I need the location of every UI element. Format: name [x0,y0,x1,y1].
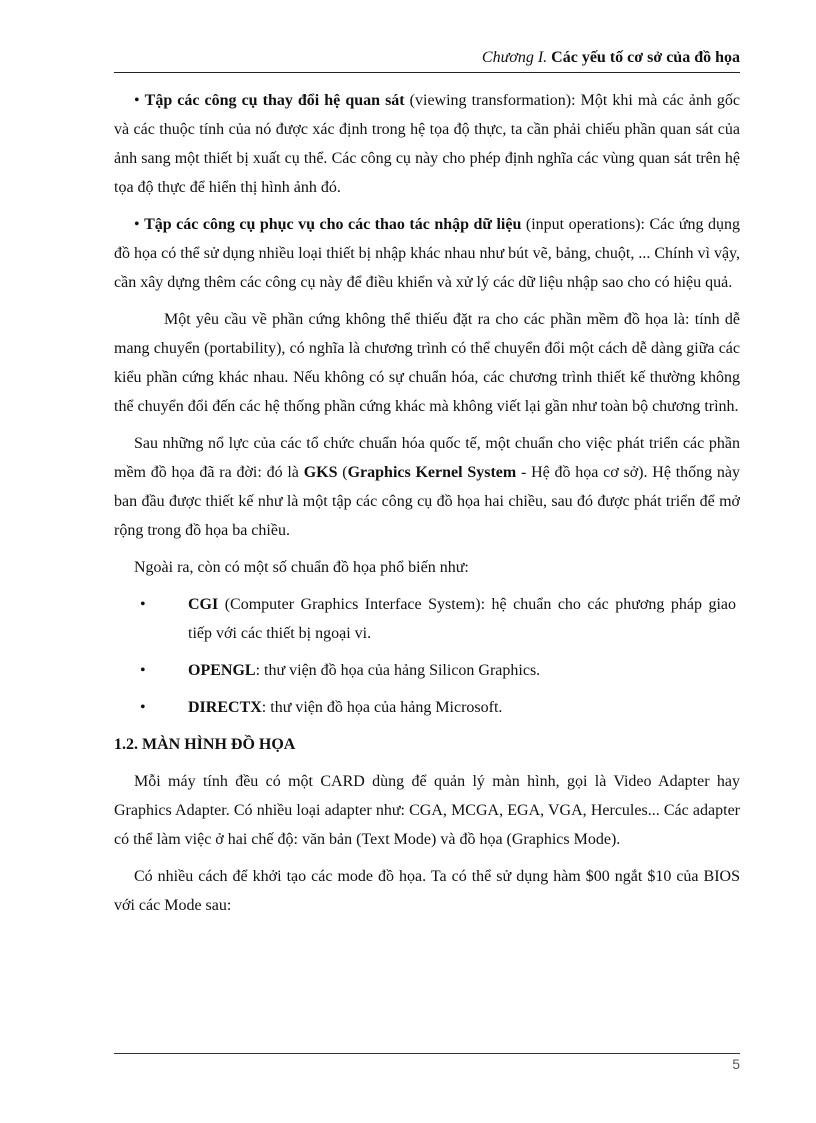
bullet-icon: • [140,662,146,679]
list-item [114,693,740,722]
footer-divider [114,1053,740,1054]
bullet-icon: • [140,596,146,613]
paragraph-input-operations [114,210,740,297]
term-input-tools: Tập các công cụ phục vụ cho các thao tác nhập dữ liệu [144,216,522,233]
term-gks: GKS [303,464,338,481]
page-header [114,44,740,72]
section-heading: 1.2. MÀN HÌNH ĐỒ HỌA [114,736,296,753]
paragraph-text: ( [337,464,348,481]
page-content [114,86,740,928]
term-gks-full: Graphics Kernel System [347,464,517,481]
page-number: 5 [732,1056,740,1072]
paragraph-text: Sau những nổ lực của các tổ chức chuẩn hóa quốc tế, một chuẩn cho việc phát triển các phần mềm đồ họa đã ra đời: đó là [114,435,740,481]
header-divider [114,72,740,73]
paragraph-other-standards: Ngoài ra, còn có một số chuẩn đồ họa phổ biến như: [134,559,469,576]
chapter-title: Các yếu tố cơ sở của đồ họa [551,49,740,66]
chapter-label: Chương I. [481,49,548,66]
term-viewing-tools: Tập các công cụ thay đổi hệ quan sát [144,92,405,109]
standards-list [114,590,740,722]
paragraph-text: (viewing transformation): Một khi mà các ảnh gốc và các thuộc tính của nó được xác định trong hệ tọa độ thực, ta cần phải chiếu phần quan sát của ảnh sang một thiết bị xuất cụ thể. Các công cụ này cho phép định nghĩa các vùng quan sát trên hệ tọa độ thực để hiển thị hình ảnh đó. [114,92,741,196]
standard-name: CGI [188,596,219,613]
paragraph-text: - Hệ đồ họa cơ sở). Hệ thống này ban đầu được thiết kế như là một tập các công cụ đồ họa hai chiều, sau đó được phát triển để mở rộng trong đồ họa ba chiều. [114,464,741,539]
paragraph-portability: Một yêu cầu về phần cứng không thể thiếu đặt ra cho các phần mềm đồ họa là: tính dễ mang chuyển (portability), có nghĩa là chương trình có thể chuyển đổi một cách dễ dàng giữa các kiểu phần cứng khác nhau. Nếu không có sự chuẩn hóa, các chương trình thiết kế thường không thể chuyển đổi đến các hệ thống phần cứng khác mà không viết lại gần như toàn bộ chương trình. [114,311,740,415]
paragraph-text: (input operations): Các ứng dụng đồ họa có thể sử dụng nhiều loại thiết bị nhập khác nhau như bút vẽ, bảng, chuột, ... Chính vì vậy, cần xây dựng thêm các công cụ này để điều khiển và xử lý các dữ liệu nhập sao cho có hiệu quả. [114,216,741,291]
standard-desc: (Computer Graphics Interface System): hệ chuẩn cho các phương pháp giao tiếp với các thiết bị ngoại vi. [188,596,736,642]
standard-desc: : thư viện đồ họa của hảng Silicon Graphics. [255,662,541,679]
standard-name: OPENGL [188,662,256,679]
list-item [114,590,740,648]
standard-desc: : thư viện đồ họa của hảng Microsoft. [261,699,503,716]
bullet-icon: • [140,699,146,716]
paragraph-graphics-modes: Có nhiều cách để khởi tạo các mode đồ họa. Ta có thể sử dụng hàm $00 ngắt $10 của BIOS với các Mode sau: [114,868,740,914]
paragraph-video-adapter: Mỗi máy tính đều có một CARD dùng để quản lý màn hình, gọi là Video Adapter hay Graphics Adapter. Có nhiều loại adapter như: CGA, MCGA, EGA, VGA, Hercules... Các adapter có thể làm việc ở hai chế độ: văn bản (Text Mode) và đồ họa (Graphics Mode). [114,773,740,848]
bullet-icon: • [134,216,140,233]
bullet-icon: • [134,92,140,109]
list-item [114,656,740,685]
paragraph-gks [114,429,740,545]
paragraph-viewing-transformation [114,86,740,202]
standard-name: DIRECTX [188,699,262,716]
